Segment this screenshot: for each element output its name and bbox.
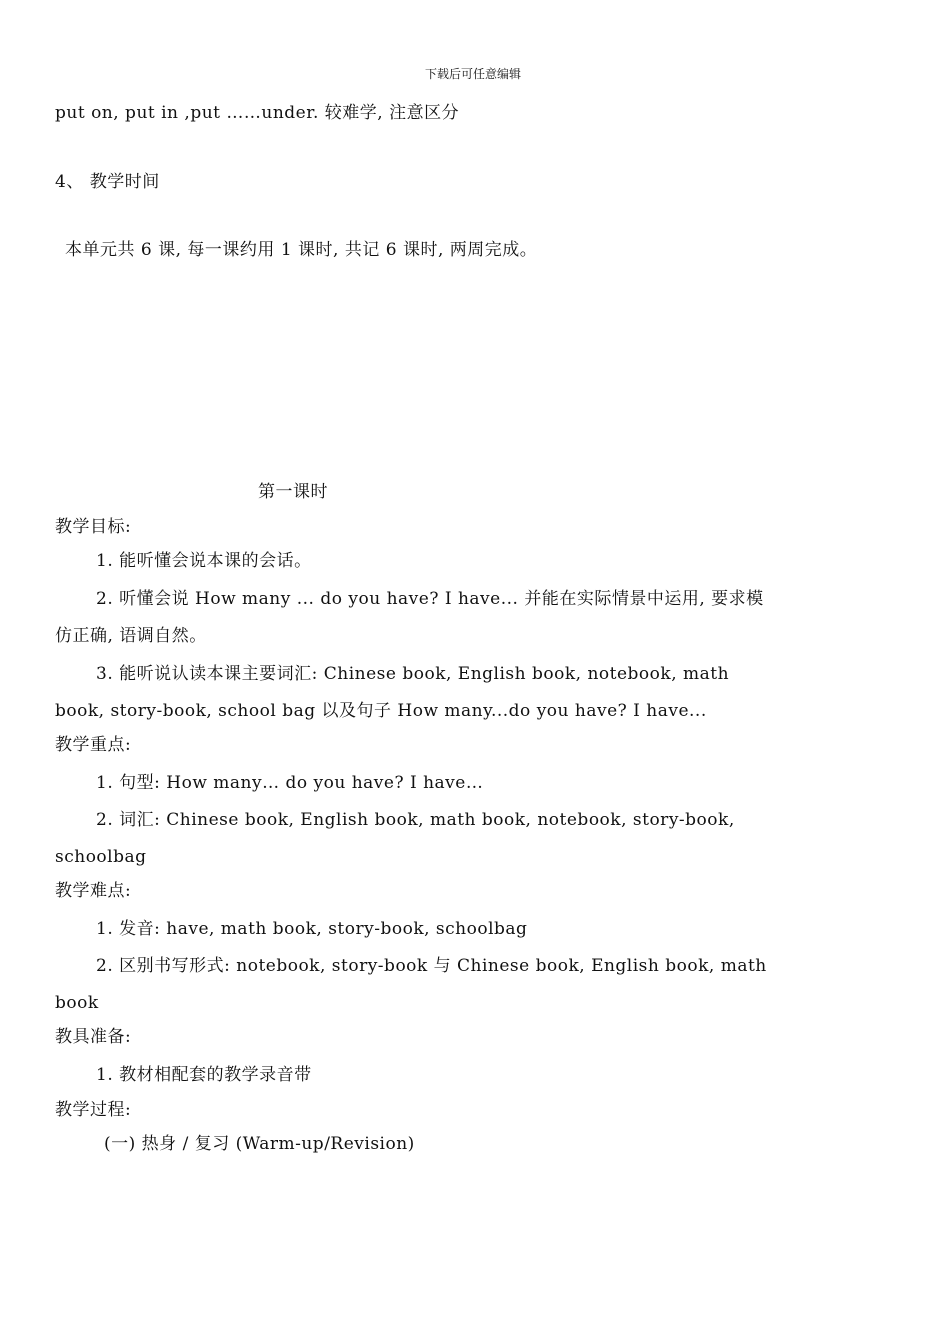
section-heading: 4、 教学时间 bbox=[55, 172, 160, 192]
list-item-continued: book, story-book, school bag 以及句子 How many...do you have? I have... bbox=[55, 701, 707, 721]
list-item: 1. 教材相配套的教学录音带 bbox=[96, 1065, 312, 1085]
list-item: 1. 发音: have, math book, story-book, schoolbag bbox=[96, 919, 528, 939]
list-item: 2. 词汇: Chinese book, English book, math book, notebook, story-book, bbox=[96, 810, 735, 830]
list-item: 1. 能听懂会说本课的会话。 bbox=[96, 551, 312, 571]
section-heading: 教具准备: bbox=[55, 1027, 132, 1047]
section-heading: 教学重点: bbox=[55, 735, 132, 755]
list-item-continued: schoolbag bbox=[55, 847, 147, 867]
sub-heading: (一) 热身 / 复习 (Warm-up/Revision) bbox=[104, 1134, 415, 1154]
page-header: 下载后可任意编辑 bbox=[425, 67, 522, 81]
list-item-continued: 仿正确, 语调自然。 bbox=[55, 626, 207, 646]
list-item: 3. 能听说认读本课主要词汇: Chinese book, English book, notebook, math bbox=[96, 664, 730, 684]
section-heading: 教学难点: bbox=[55, 881, 132, 901]
text-line: put on, put in ,put ……under. 较难学, 注意区分 bbox=[55, 103, 460, 123]
list-item-continued: book bbox=[55, 993, 99, 1013]
lesson-title: 第一课时 bbox=[258, 482, 328, 502]
list-item: 1. 句型: How many… do you have? I have… bbox=[96, 773, 484, 793]
section-heading: 教学目标: bbox=[55, 517, 132, 537]
section-heading: 教学过程: bbox=[55, 1100, 132, 1120]
list-item: 2. 听懂会说 How many ... do you have? I have... 并能在实际情景中运用, 要求模 bbox=[96, 589, 764, 609]
text-line: 本单元共 6 课, 每一课约用 1 课时, 共记 6 课时, 两周完成。 bbox=[65, 240, 538, 260]
list-item: 2. 区别书写形式: notebook, story-book 与 Chinese book, English book, math bbox=[96, 956, 767, 976]
